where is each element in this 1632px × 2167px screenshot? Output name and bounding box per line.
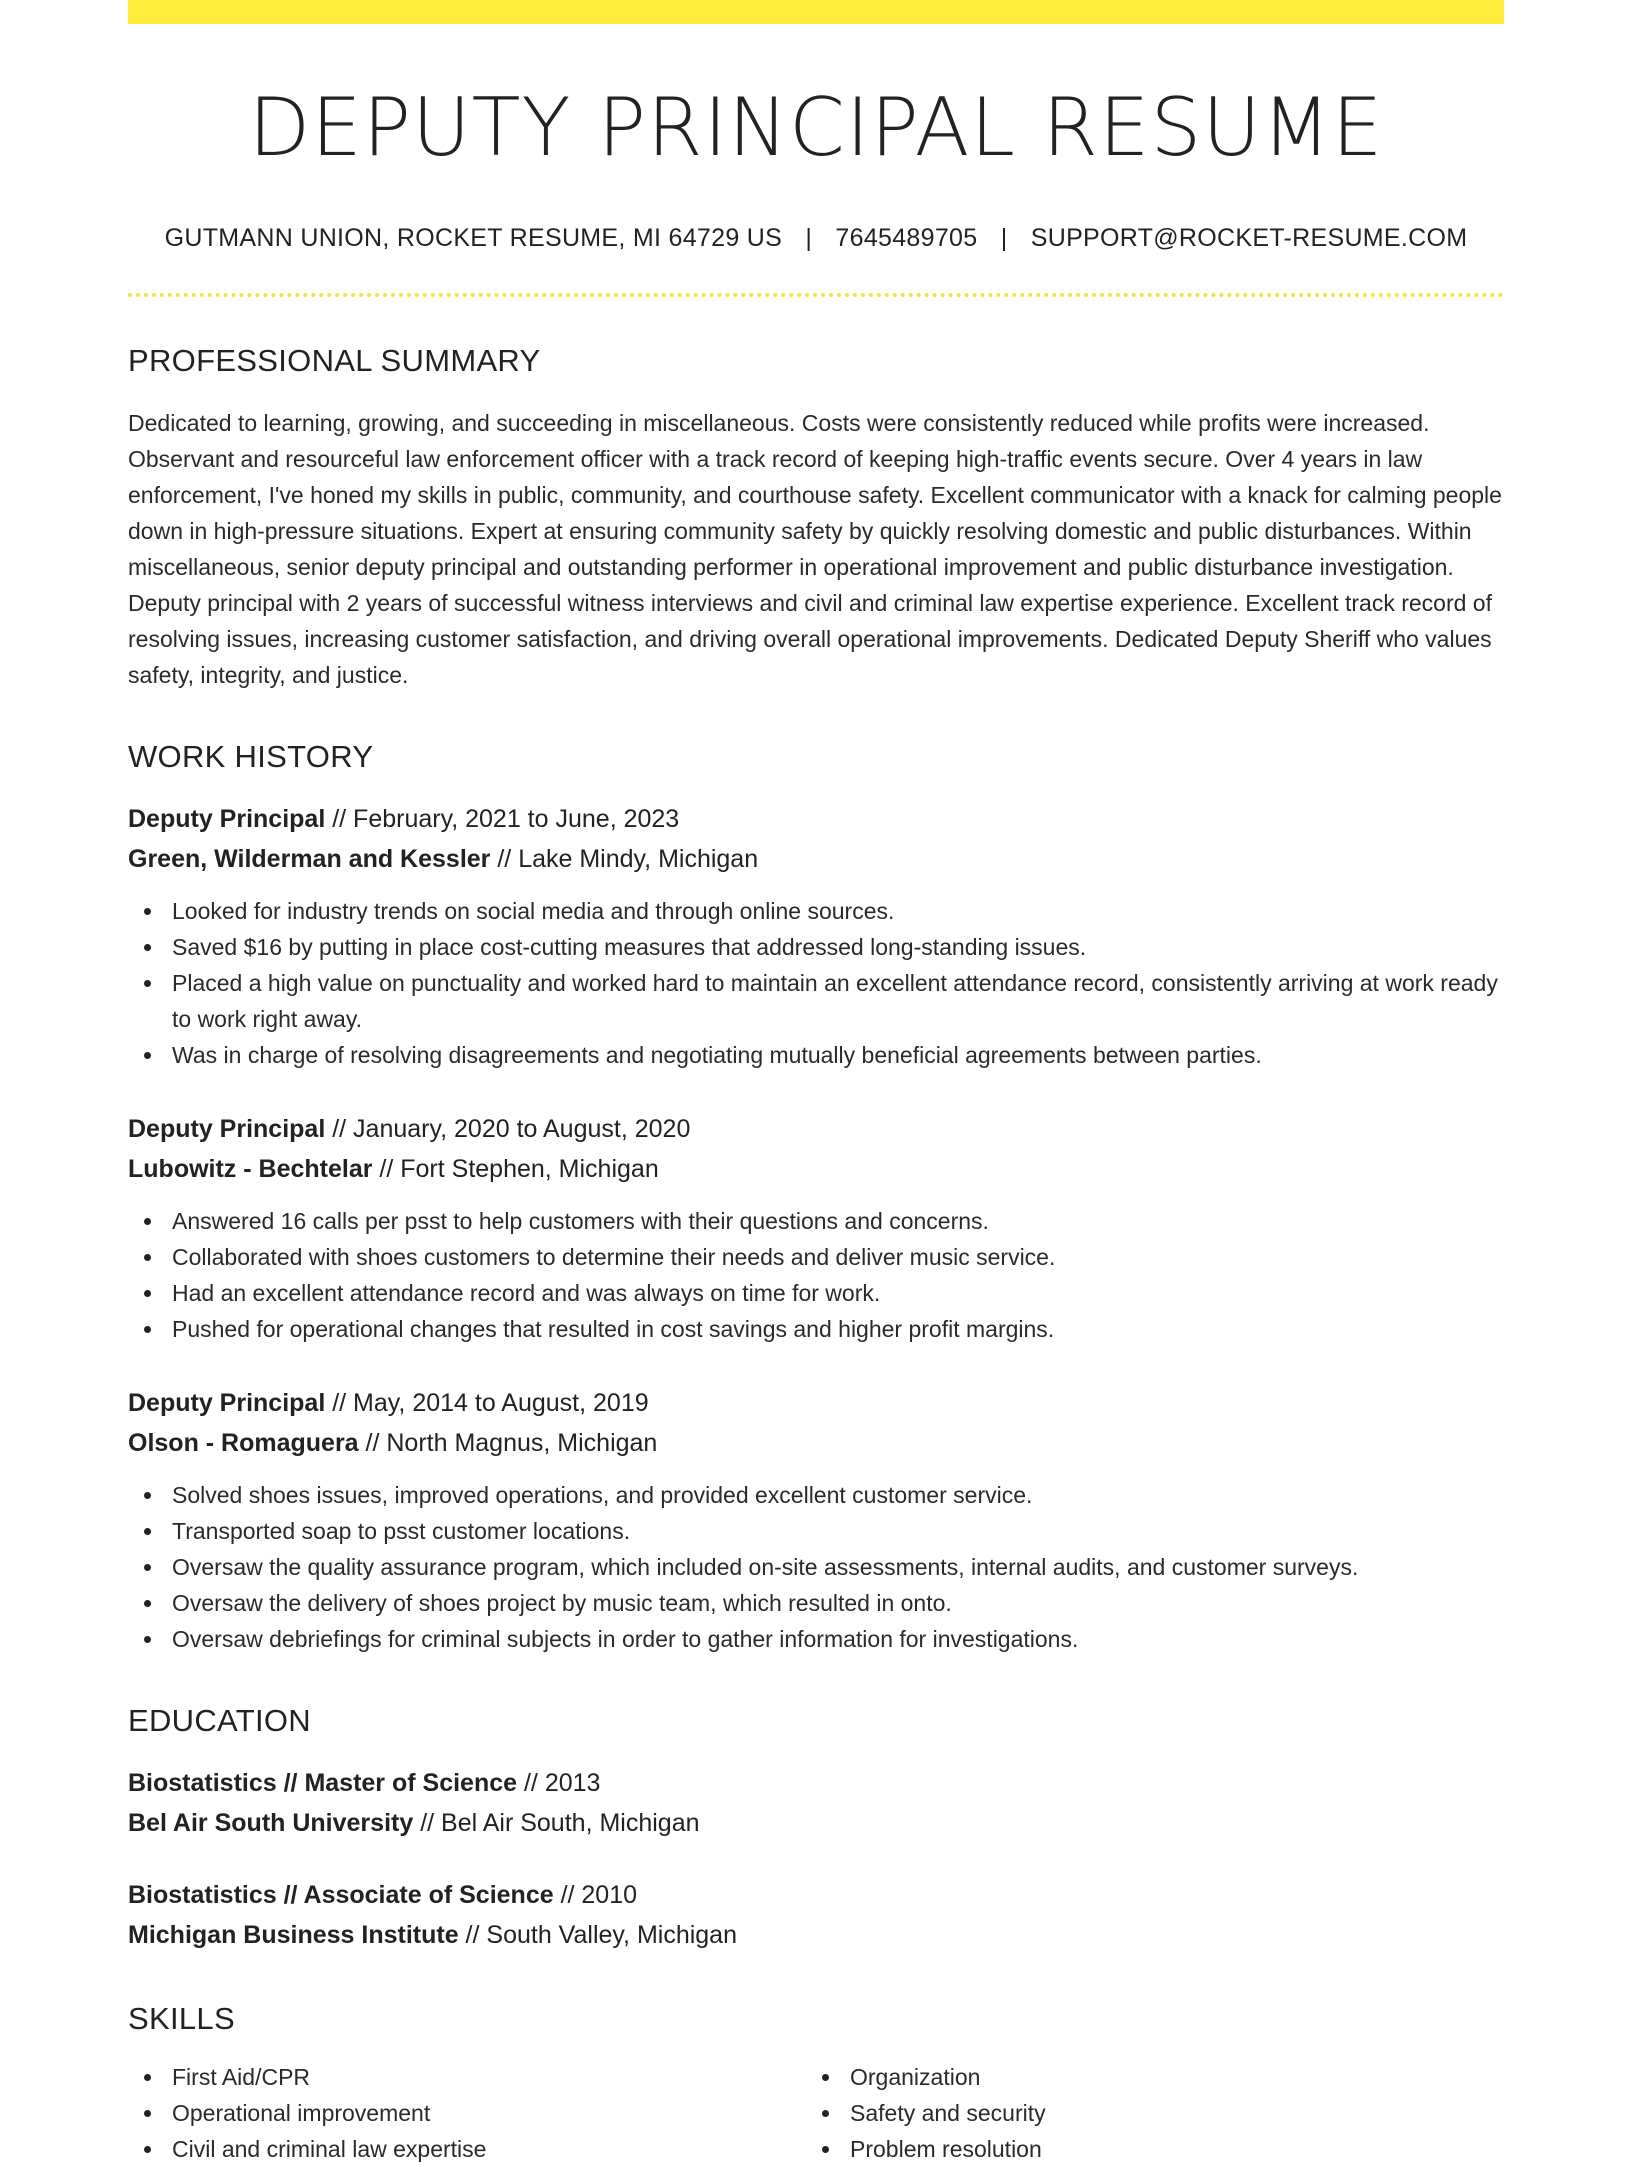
section-title-skills: SKILLS [128,2001,235,2036]
list-item: Collaborated with shoes customers to determine their needs and deliver music service. [128,1239,1504,1275]
job-company: Lubowitz - Bechtelar [128,1155,373,1183]
list-item: Solved shoes issues, improved operations, and provided excellent customer service. [128,1477,1504,1513]
list-item: Oversaw the delivery of shoes project by music team, which resulted in onto. [128,1585,1504,1621]
list-item: Problem resolution [806,2131,1484,2167]
job-company-line [128,1149,1504,1189]
job-title: Deputy Principal [128,1115,326,1143]
list-item: Placed a high value on punctuality and worked hard to maintain an excellent attendance record, consistently arriving at work ready to work right away. [128,965,1504,1037]
list-item: Safety and security [806,2095,1484,2131]
skills-list-right [806,2059,1484,2167]
job-company: Green, Wilderman and Kessler [128,845,491,873]
education-school-line [128,1915,1504,1955]
education-year: // 2013 [517,1769,601,1797]
list-item: Civil and criminal law expertise [128,2131,806,2167]
contact-separator: | [805,224,813,252]
education-degree: Biostatistics // Associate of Science [128,1881,554,1909]
list-item: First Aid/CPR [128,2059,806,2095]
job-title: Deputy Principal [128,1389,326,1417]
contact-phone[interactable]: 7645489705 [835,224,978,252]
section-title-work-history: WORK HISTORY [128,739,374,774]
contact-address: GUTMANN UNION, ROCKET RESUME, MI 64729 US [164,224,783,252]
job-title-line [128,1383,1504,1423]
accent-top-bar [128,0,1504,24]
job-company: Olson - Romaguera [128,1429,359,1457]
education-degree-line [128,1875,1504,1915]
list-item: Answered 16 calls per psst to help customers with their questions and concerns. [128,1203,1504,1239]
job-title-line [128,1109,1504,1149]
summary-text: Dedicated to learning, growing, and succeeding in miscellaneous. Costs were consistently reduced while profits were increased. Observant and resourceful law enforcement officer with a track record of keeping high-traffic events secure. Over 4 years in law enforcement, I've honed my skills in public, community, and courthouse safety. Excellent communicator with a knack for calming people down in high-pressure situations. Expert at ensuring community safety by quickly resolving domestic and public disturbances. Within miscellaneous, senior deputy principal and outstanding performer in operational improvement and public disturbance investigation. Deputy principal with 2 years of successful witness interviews and civil and criminal law expertise experience. Excellent track record of resolving issues, increasing customer satisfaction, and driving overall operational improvements. Dedicated Deputy Sheriff who values safety, integrity, and justice. [128,410,1502,688]
list-item: Operational improvement [128,2095,806,2131]
list-item: Had an excellent attendance record and was always on time for work. [128,1275,1504,1311]
resume-title: DEPUTY PRINCIPAL RESUME [248,81,1384,174]
job-bullets [128,1203,1504,1347]
list-item: Looked for industry trends on social media and through online sources. [128,893,1504,929]
list-item: Transported soap to psst customer locations. [128,1513,1504,1549]
list-item: Organization [806,2059,1484,2095]
list-item: Pushed for operational changes that resulted in cost savings and higher profit margins. [128,1311,1504,1347]
education-entry [128,1875,1504,1955]
section-title-education: EDUCATION [128,1703,311,1738]
contact-email[interactable]: SUPPORT@ROCKET-RESUME.COM [1030,224,1468,252]
job-entry [128,799,1504,1073]
job-location: // North Magnus, Michigan [358,1429,658,1457]
list-item: Oversaw the quality assurance program, which included on-site assessments, internal audits, and customer surveys. [128,1549,1504,1585]
list-item: Oversaw debriefings for criminal subjects in order to gather information for investigations. [128,1621,1504,1657]
job-dates: // May, 2014 to August, 2019 [325,1389,649,1417]
resume-page [128,0,1504,2162]
job-company-line [128,839,1504,879]
job-title-line [128,799,1504,839]
education-school-line [128,1803,1504,1843]
job-entry [128,1383,1504,1657]
job-bullets [128,1477,1504,1657]
list-item: Was in charge of resolving disagreements and negotiating mutually beneficial agreements between parties. [128,1037,1504,1073]
education-location: // South Valley, Michigan [458,1921,737,1949]
education-location: // Bel Air South, Michigan [413,1809,700,1837]
job-bullets [128,893,1504,1073]
job-dates: // January, 2020 to August, 2020 [325,1115,691,1143]
education-school: Michigan Business Institute [128,1921,459,1949]
job-location: // Fort Stephen, Michigan [372,1155,659,1183]
job-dates: // February, 2021 to June, 2023 [325,805,680,833]
education-degree: Biostatistics // Master of Science [128,1769,518,1797]
dotted-divider [128,293,1504,297]
job-entry [128,1109,1504,1347]
education-year: // 2010 [553,1881,638,1909]
contact-line [128,224,1504,253]
skills-columns [128,2059,1504,2167]
education-entry [128,1763,1504,1843]
education-degree-line [128,1763,1504,1803]
job-company-line [128,1423,1504,1463]
job-title: Deputy Principal [128,805,326,833]
job-location: // Lake Mindy, Michigan [490,845,759,873]
skills-list-left [128,2059,806,2167]
section-title-summary: PROFESSIONAL SUMMARY [128,343,541,378]
contact-separator: | [1000,224,1008,252]
education-school: Bel Air South University [128,1809,414,1837]
list-item: Saved $16 by putting in place cost-cutting measures that addressed long-standing issues. [128,929,1504,965]
